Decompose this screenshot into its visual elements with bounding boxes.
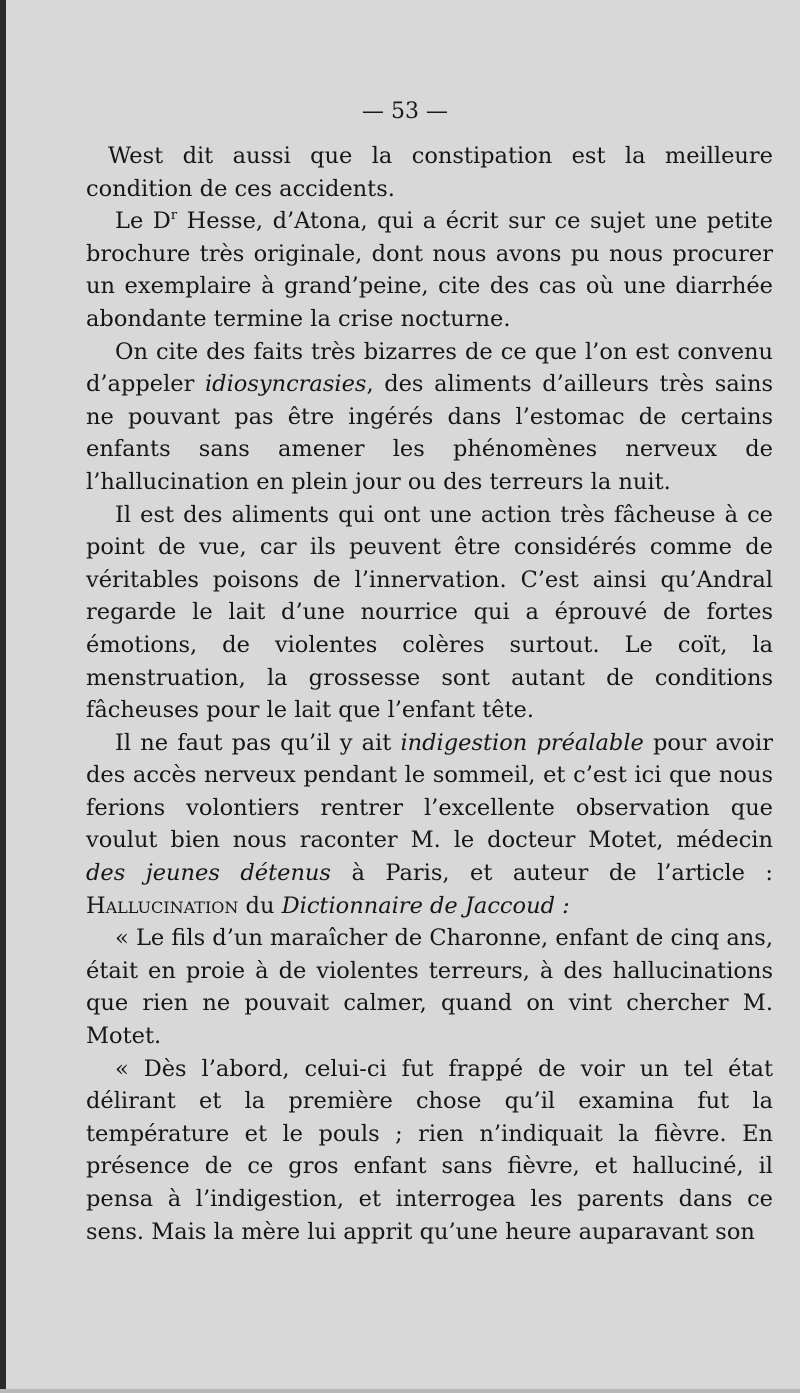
- paragraph-text: « Dès l’abord, celui-ci fut frappé de voir un tel état délirant et la première chose qu’il examina fut la température et le pouls ; rien n’indiquait la fièvre. En présence de ce gros enfant sans fièvre, et halluciné, il pensa à l’indigestion, et interrogea les parents dans ce sens. Mais la mère lui apprit qu’une heure auparavant son: [86, 1055, 773, 1245]
- body-text: [86, 140, 773, 1248]
- small-caps-term: Hallucination: [86, 892, 239, 919]
- paragraph-idiosyncrasies: [86, 336, 773, 499]
- paragraph-charonne: [86, 922, 773, 1052]
- paragraph-indigestion: [86, 727, 773, 923]
- paragraph-text: Il est des aliments qui ont une action très fâcheuse à ce point de vue, car ils peuvent être considérés comme de véritables poisons de l’innervation. C’est ainsi qu’Andral regarde le lait d’une nourrice qui a éprouvé de fortes émotions, de violentes colères surtout. Le coït, la menstruation, la grossesse sont autant de conditions fâcheuses pour le lait que l’enfant tête.: [86, 501, 773, 724]
- paragraph-text: Il ne faut pas qu’il y ait: [115, 729, 401, 756]
- paragraph-text: Le D: [115, 208, 171, 235]
- paragraph-text: à Paris, et auteur de l’article :: [330, 860, 773, 887]
- italic-term: des jeunes détenus: [86, 860, 331, 887]
- page-left-edge: [0, 0, 6, 1393]
- paragraph-text: West dit aussi que la constipation est la meilleure condition de ces accidents.: [86, 143, 773, 202]
- paragraph-text: , des aliments d’ailleurs très sains ne pouvant pas être ingérés dans l’estomac de certains enfants sans amener les phénomènes nerveux de l’hallucination en plein jour ou des terreurs la nuit.: [86, 371, 773, 495]
- paragraph-aliments: [86, 499, 773, 727]
- page-number: — 53 —: [362, 99, 448, 124]
- paragraph-text: « Le fils d’un maraîcher de Charonne, enfant de cinq ans, était en proie à de violentes terreurs, à des hallucinations que rien ne pouvait calmer, quand on vint chercher M. Motet.: [86, 925, 773, 1050]
- paragraph-text: On cite des faits très bizarres de ce que l’on est convenu d’appeler: [86, 338, 773, 398]
- paragraph-text: du: [238, 892, 282, 919]
- italic-title: Dictionnaire de Jaccoud :: [281, 892, 570, 919]
- page-bottom-edge: [0, 1389, 800, 1393]
- paragraph-west: [86, 140, 773, 205]
- paragraph-hesse: [86, 205, 773, 335]
- italic-term: idiosyncrasies: [204, 371, 367, 398]
- italic-term: indigestion préalable: [400, 729, 644, 756]
- paragraph-text: Hesse, d’Atona, qui a écrit sur ce sujet une petite brochure très originale, dont nous avons pu nous procurer un exemplaire à grand’peine, cite des cas où une diarrhée abondante termine la crise nocturne.: [86, 208, 773, 332]
- paragraph-motet: [86, 1053, 773, 1249]
- superscript: r: [170, 208, 178, 224]
- paragraph-text: pour avoir des accès nerveux pendant le sommeil, et c’est ici que nous ferions volontiers rentrer l’excellente observation que voulut bien nous raconter M. le docteur Motet, médecin: [86, 729, 773, 854]
